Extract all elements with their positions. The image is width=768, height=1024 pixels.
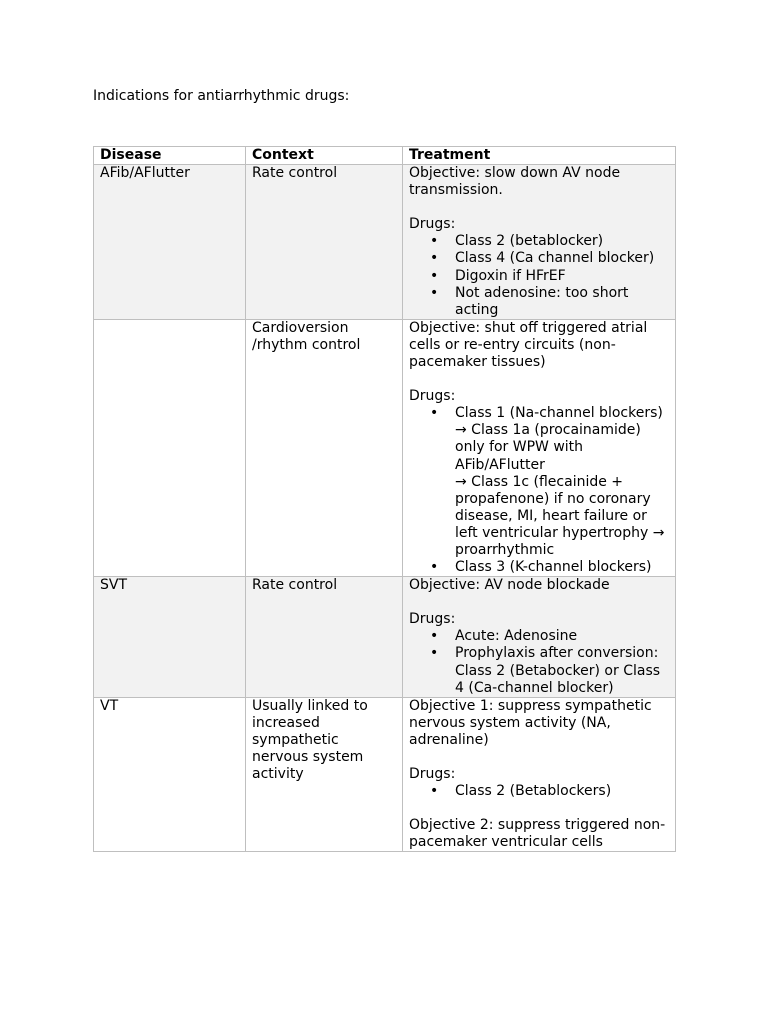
drug-list xyxy=(409,628,669,696)
disease-cell: SVT xyxy=(94,577,246,698)
objective-text: Objective 1: suppress sympathetic nervous system activity (NA, adrenaline) xyxy=(409,697,652,748)
table-row xyxy=(94,319,676,576)
drug-item xyxy=(409,405,669,559)
drug-item: • Not adenosine: too short acting xyxy=(409,285,669,319)
drug-list xyxy=(409,233,669,318)
objective-text: Objective: AV node blockade xyxy=(409,577,610,594)
drug-subitem: → Class 1a (procainamide) only for WPW with AFib/AFlutter xyxy=(455,422,641,473)
drug-item: • Class 2 (betablocker) xyxy=(409,233,669,250)
drug-item: • Class 3 (K-channel blockers) xyxy=(409,559,669,576)
disease-cell xyxy=(94,319,246,576)
drugs-label: Drugs: xyxy=(409,388,456,405)
context-cell: Cardioversion /rhythm control xyxy=(246,319,403,576)
drugs-label: Drugs: xyxy=(409,216,456,233)
drug-list xyxy=(409,783,669,800)
drug-item: • Prophylaxis after conversion: Class 2 (Betabocker) or Class 4 (Ca-channel blocker) xyxy=(409,645,669,696)
table-row xyxy=(94,577,676,698)
treatment-cell xyxy=(403,577,676,698)
context-cell: Rate control xyxy=(246,577,403,698)
header-context: Context xyxy=(246,147,403,165)
drug-item-text: • Class 1 (Na-channel blockers) xyxy=(455,405,663,422)
drug-item: • Class 2 (Betablockers) xyxy=(409,783,669,800)
disease-cell: VT xyxy=(94,697,246,852)
header-row xyxy=(94,147,676,165)
drug-list xyxy=(409,405,669,576)
drug-item: • Digoxin if HFrEF xyxy=(409,268,669,285)
objective-text: Objective: shut off triggered atrial cells or re-entry circuits (non-pacemaker tissues) xyxy=(409,319,648,371)
header-disease: Disease xyxy=(94,147,246,165)
disease-cell: AFib/AFlutter xyxy=(94,165,246,320)
objective-text: Objective: slow down AV node transmission. xyxy=(409,165,621,199)
treatment-cell xyxy=(403,319,676,576)
treatment-cell xyxy=(403,165,676,320)
treatment-cell xyxy=(403,697,676,852)
context-cell: Usually linked to increased sympathetic nervous system activity xyxy=(246,697,403,852)
drug-item: • Acute: Adenosine xyxy=(409,628,669,645)
drugs-label: Drugs: xyxy=(409,766,456,782)
table-row xyxy=(94,697,676,852)
table-row xyxy=(94,165,676,320)
drug-subitem: → Class 1c (flecainide + propafenone) if no coronary disease, MI, heart failure or left ventricular hypertrophy → proarrhythmic xyxy=(455,473,665,558)
drugs-label: Drugs: xyxy=(409,611,456,628)
document-title: Indications for antiarrhythmic drugs: xyxy=(93,88,350,104)
objective-text: Objective 2: suppress triggered non-pacemaker ventricular cells xyxy=(409,817,666,851)
header-treatment: Treatment xyxy=(403,147,676,165)
indications-table xyxy=(93,146,676,852)
drug-item: • Class 4 (Ca channel blocker) xyxy=(409,250,669,267)
context-cell: Rate control xyxy=(246,165,403,320)
